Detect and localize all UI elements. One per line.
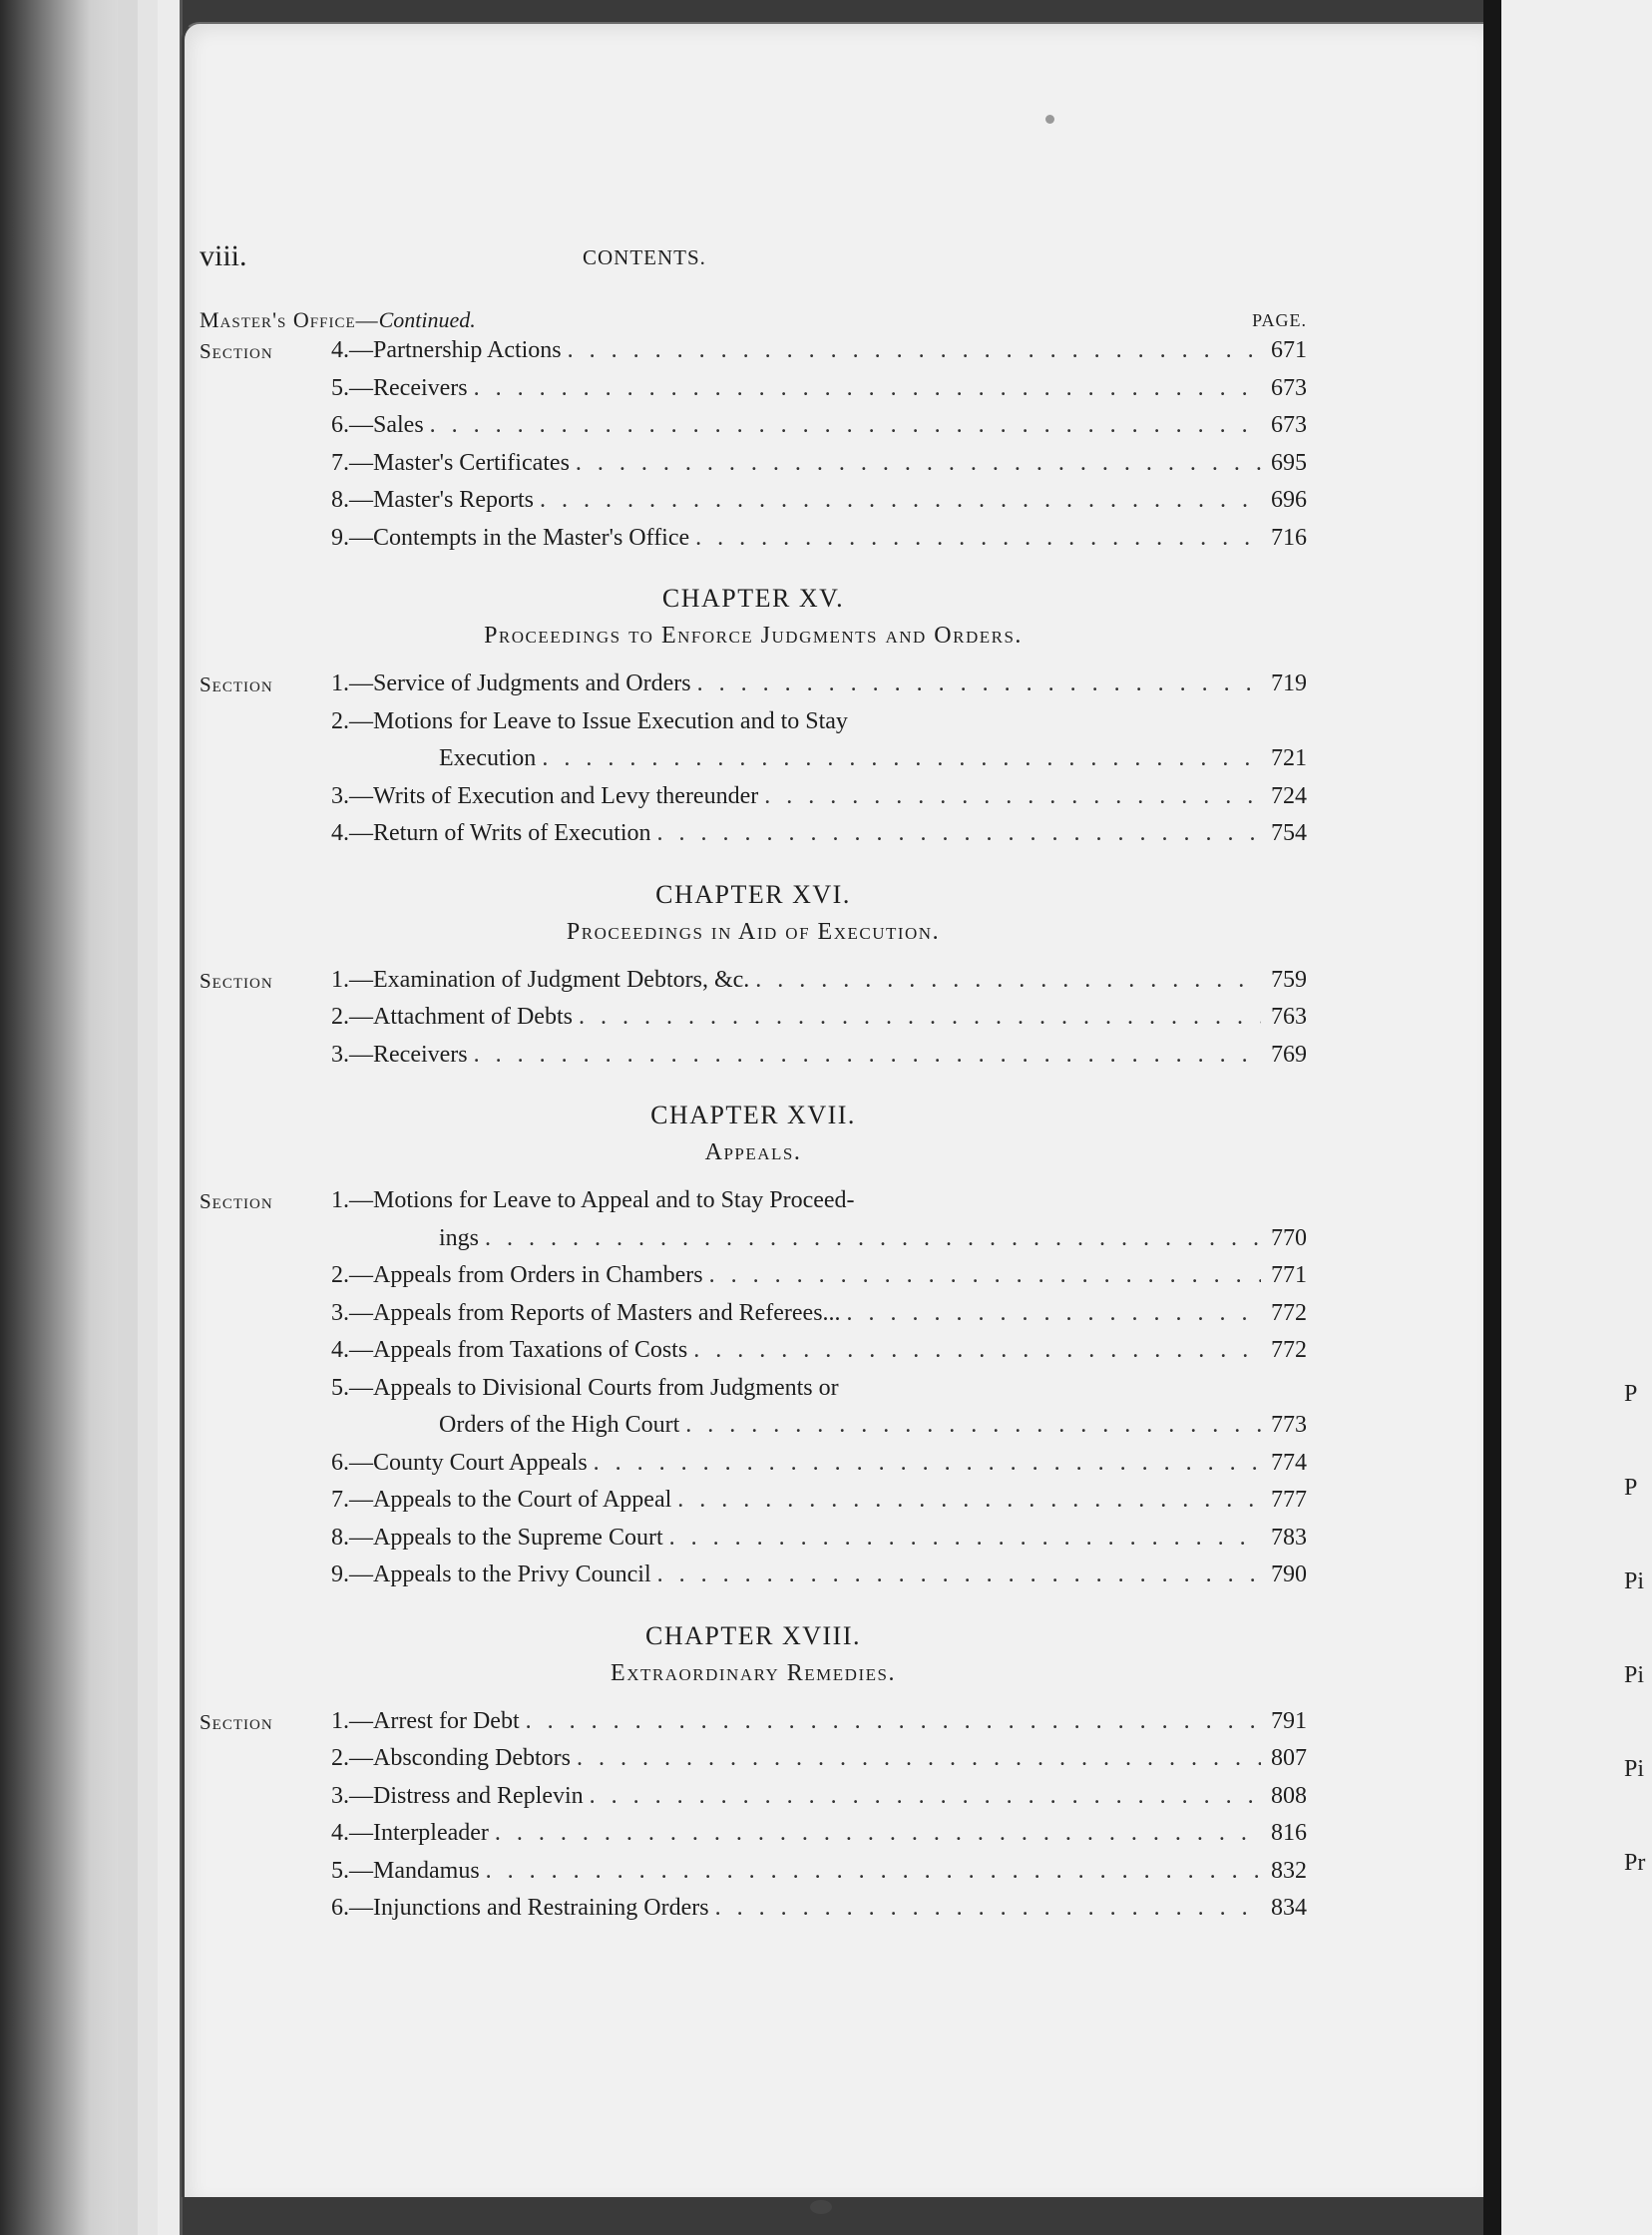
section-label: Section — [200, 1709, 273, 1734]
entry-title: Appeals to the Privy Council — [373, 1562, 651, 1587]
dot-leader — [749, 967, 1261, 994]
chapter-subtitle: Proceedings in Aid of Execution. — [566, 918, 941, 945]
entry-text — [331, 375, 1307, 402]
entry-title: Distress and Replevin — [373, 1782, 584, 1809]
entry-label — [331, 1375, 839, 1402]
chapter-subtitle: Extraordinary Remedies. — [611, 1659, 896, 1686]
entry-text — [331, 820, 1307, 847]
entry-page: 759 — [1271, 966, 1307, 993]
entry-text — [331, 412, 1307, 439]
entry-text — [331, 783, 1307, 810]
toc-entry — [200, 1525, 1307, 1563]
toc-entry — [200, 1745, 1307, 1783]
entry-page: 724 — [1271, 782, 1307, 809]
entry-page: 771 — [1271, 1262, 1307, 1288]
entry-label — [331, 670, 691, 697]
toc-entry — [200, 337, 1307, 375]
toc-entry — [200, 450, 1307, 488]
entry-label — [331, 450, 570, 477]
entry-label — [331, 1262, 703, 1289]
dot-leader — [584, 1783, 1261, 1810]
entry-title-continued: Execution — [439, 745, 537, 771]
chapter-title: CHAPTER XV. — [661, 584, 845, 613]
dot-leader — [480, 1858, 1261, 1885]
dot-leader — [651, 1562, 1261, 1588]
entry-title: Master's Certificates — [373, 449, 570, 476]
dot-leader — [663, 1525, 1261, 1552]
chapter-sections — [200, 670, 1307, 858]
entry-number: 9.— — [331, 1562, 373, 1587]
entry-page: 772 — [1271, 1337, 1307, 1363]
facing-page-letter: Pi — [1624, 1756, 1645, 1782]
entry-title: Interpleader — [373, 1820, 489, 1846]
facing-page-letter: Pi — [1624, 1662, 1645, 1688]
toc-entry — [200, 1337, 1307, 1375]
entry-text — [331, 670, 1307, 697]
toc-entry-continuation — [200, 1412, 1307, 1450]
entry-text — [331, 1525, 1307, 1552]
entry-title: Return of Writs of Execution — [373, 820, 651, 846]
entry-page: 783 — [1271, 1524, 1307, 1551]
dot-leader — [588, 1450, 1261, 1477]
entry-number: 6.— — [331, 1449, 373, 1476]
entry-title: Motions for Leave to Appeal and to Stay Proceed- — [373, 1187, 855, 1213]
entry-text — [331, 1783, 1307, 1810]
entry-title: Appeals to Divisional Courts from Judgments or — [373, 1374, 839, 1401]
dot-leader — [536, 745, 1261, 772]
running-header — [0, 239, 1652, 279]
entry-label — [331, 412, 424, 439]
entry-label — [331, 1450, 588, 1477]
entry-number: 2.— — [331, 1004, 373, 1030]
entry-title-continued: Orders of the High Court — [439, 1412, 680, 1438]
dot-leader — [679, 1412, 1261, 1439]
toc-entry-continuation — [200, 1225, 1307, 1263]
dot-leader — [758, 783, 1261, 810]
entry-number: 7.— — [331, 1487, 373, 1513]
paper-speck — [1045, 115, 1054, 124]
entry-page: 696 — [1271, 487, 1307, 513]
entry-text — [439, 1225, 1307, 1252]
entry-page: 832 — [1271, 1857, 1307, 1884]
entry-number: 4.— — [331, 820, 373, 846]
toc-entry — [200, 1300, 1307, 1338]
dot-leader — [651, 820, 1261, 847]
toc-entry — [200, 820, 1307, 858]
entry-page: 769 — [1271, 1041, 1307, 1068]
entry-page: 807 — [1271, 1745, 1307, 1771]
toc-entry — [200, 1895, 1307, 1933]
dot-leader — [468, 375, 1261, 402]
entry-page: 770 — [1271, 1224, 1307, 1251]
entry-number: 2.— — [331, 1745, 373, 1771]
entry-page: 808 — [1271, 1782, 1307, 1809]
dot-leader — [570, 450, 1261, 477]
page-edge — [158, 0, 183, 2235]
entry-text — [331, 1820, 1307, 1847]
dot-leader — [687, 1337, 1261, 1364]
dot-leader — [479, 1225, 1261, 1252]
entry-number: 4.— — [331, 337, 373, 363]
dot-leader — [691, 670, 1261, 697]
entry-label — [331, 1300, 841, 1327]
toc-entry — [200, 1858, 1307, 1896]
entry-text — [331, 487, 1307, 514]
entry-title: Injunctions and Restraining Orders — [373, 1895, 709, 1921]
entry-title: Partnership Actions — [373, 337, 562, 363]
chapter-sections — [200, 967, 1307, 1080]
entry-text — [331, 1375, 1307, 1402]
master-office-sections — [200, 337, 1307, 562]
entry-title: Examination of Judgment Debtors, &c. — [373, 966, 750, 993]
page-column-label: PAGE. — [1252, 310, 1307, 330]
chapter-sections — [200, 1187, 1307, 1599]
entry-number: 8.— — [331, 1524, 373, 1551]
entry-page: 763 — [1271, 1004, 1307, 1030]
entry-label — [331, 525, 689, 552]
section-label: Section — [200, 339, 273, 363]
facing-page — [1501, 0, 1652, 2235]
entry-title: Arrest for Debt — [373, 1707, 520, 1734]
entry-number: 1.— — [331, 1707, 373, 1734]
entry-number: 7.— — [331, 449, 373, 476]
facing-page-letter: Pr — [1624, 1850, 1646, 1876]
entry-title: Appeals from Reports of Masters and Referees... — [373, 1299, 841, 1326]
section-label: Section — [200, 672, 273, 696]
toc-entry — [200, 412, 1307, 450]
entry-page: 791 — [1271, 1707, 1307, 1734]
entry-number: 5.— — [331, 1857, 373, 1884]
entry-number: 9.— — [331, 524, 373, 551]
toc-entry — [200, 1187, 1307, 1225]
dot-leader — [841, 1300, 1261, 1327]
entry-label — [331, 1820, 489, 1847]
entry-text — [331, 1487, 1307, 1514]
table-of-contents — [200, 307, 1307, 1933]
dot-leader — [703, 1262, 1261, 1289]
entry-text — [331, 1042, 1307, 1069]
dot-leader — [571, 1745, 1261, 1772]
entry-number: 6.— — [331, 412, 373, 438]
toc-entry-continuation — [200, 745, 1307, 783]
entry-label — [331, 1487, 671, 1514]
entry-page: 673 — [1271, 412, 1307, 438]
toc-entry — [200, 1487, 1307, 1525]
entry-page: 716 — [1271, 524, 1307, 551]
entry-text — [331, 450, 1307, 477]
continued-header — [200, 307, 1307, 337]
section-label: Section — [200, 968, 273, 993]
running-title: CONTENTS. — [583, 245, 706, 269]
entry-text — [439, 1412, 1307, 1439]
entry-label — [331, 1562, 651, 1588]
entry-number: 3.— — [331, 1782, 373, 1809]
dot-leader — [562, 337, 1261, 364]
entry-title: Appeals to the Supreme Court — [373, 1524, 663, 1551]
entry-page: 754 — [1271, 820, 1307, 846]
toc-entry — [200, 967, 1307, 1005]
entry-number: 2.— — [331, 1262, 373, 1288]
entry-number: 3.— — [331, 1041, 373, 1068]
entry-text — [331, 967, 1307, 994]
entry-label — [331, 1783, 584, 1810]
entry-text — [439, 745, 1307, 772]
entry-page: 772 — [1271, 1299, 1307, 1326]
entry-label — [331, 1745, 571, 1772]
toc-entry — [200, 1820, 1307, 1858]
entry-label — [331, 783, 758, 810]
entry-title: Appeals from Orders in Chambers — [373, 1262, 703, 1288]
entry-title: Writs of Execution and Levy thereunder — [373, 782, 759, 809]
entry-text — [331, 1187, 1307, 1214]
entry-text — [331, 525, 1307, 552]
facing-page-letter: P — [1624, 1475, 1638, 1501]
entry-text — [331, 1004, 1307, 1031]
entry-text — [331, 1300, 1307, 1327]
entry-text — [331, 337, 1307, 364]
entry-title: Receivers — [373, 374, 468, 401]
entry-title: Attachment of Debts — [373, 1004, 573, 1030]
toc-entry — [200, 487, 1307, 525]
entry-title: Service of Judgments and Orders — [373, 670, 691, 696]
entry-label — [331, 1708, 520, 1735]
entry-page: 834 — [1271, 1895, 1307, 1921]
entry-title: County Court Appeals — [373, 1449, 588, 1476]
entry-text — [331, 1708, 1307, 1735]
toc-entry — [200, 525, 1307, 563]
entry-page: 695 — [1271, 449, 1307, 476]
entry-title: Master's Reports — [373, 487, 534, 513]
toc-entry — [200, 1708, 1307, 1746]
entry-title: Receivers — [373, 1041, 468, 1068]
entry-text — [331, 1562, 1307, 1588]
dot-leader — [520, 1708, 1261, 1735]
entry-text — [331, 1262, 1307, 1289]
entry-text — [331, 1337, 1307, 1364]
ink-blot — [810, 2200, 832, 2214]
dot-leader — [573, 1004, 1261, 1031]
facing-page-letter: P — [1624, 1381, 1638, 1407]
toc-entry — [200, 783, 1307, 821]
continued-italic: Continued. — [378, 307, 476, 332]
entry-title: Sales — [373, 412, 424, 438]
entry-page: 790 — [1271, 1562, 1307, 1587]
entry-text — [331, 1858, 1307, 1885]
entry-number: 3.— — [331, 1299, 373, 1326]
entry-label — [331, 1525, 663, 1552]
toc-entry — [200, 375, 1307, 413]
entry-label — [331, 1187, 855, 1214]
toc-entry — [200, 1262, 1307, 1300]
entry-label — [331, 487, 534, 514]
entry-page: 721 — [1271, 745, 1307, 771]
continued-prefix: Master's Office— — [200, 307, 379, 332]
entry-label — [331, 1337, 687, 1364]
entry-label — [331, 1858, 480, 1885]
entry-title: Mandamus — [373, 1857, 480, 1884]
book-gutter — [1483, 0, 1501, 2235]
entry-page: 773 — [1271, 1412, 1307, 1438]
entry-number: 4.— — [331, 1820, 373, 1846]
toc-entry — [200, 1375, 1307, 1413]
entry-label — [331, 1042, 468, 1069]
entry-label — [331, 1895, 709, 1922]
entry-text — [331, 1450, 1307, 1477]
entry-label — [331, 967, 749, 994]
chapter-subtitle: Appeals. — [704, 1139, 802, 1165]
chapter-sections — [200, 1708, 1307, 1933]
chapter-title: CHAPTER XVI. — [655, 879, 851, 909]
toc-entry — [200, 1562, 1307, 1599]
entry-title: Motions for Leave to Issue Execution and to Stay — [373, 707, 848, 734]
facing-page-letter: Pi — [1624, 1568, 1645, 1594]
chapter-subtitle: Proceedings to Enforce Judgments and Orders. — [484, 623, 1023, 649]
entry-label — [331, 375, 468, 402]
toc-entry — [200, 1004, 1307, 1042]
entry-title-continued: ings — [439, 1224, 480, 1251]
chapter-title: CHAPTER XVII. — [650, 1101, 856, 1129]
chapter-title: CHAPTER XVIII. — [645, 1620, 861, 1650]
entry-label — [331, 820, 651, 847]
entry-number: 3.— — [331, 782, 373, 809]
entry-number: 1.— — [331, 1187, 373, 1213]
entry-number: 6.— — [331, 1895, 373, 1921]
entry-text — [331, 1745, 1307, 1772]
section-label: Section — [200, 1189, 273, 1213]
dot-leader — [468, 1042, 1261, 1069]
entry-text — [331, 1895, 1307, 1922]
entry-number: 4.— — [331, 1337, 373, 1363]
entry-title: Appeals from Taxations of Costs — [373, 1337, 688, 1363]
toc-entry — [200, 708, 1307, 746]
toc-entry — [200, 1783, 1307, 1821]
entry-title: Contempts in the Master's Office — [373, 524, 690, 551]
entry-page: 673 — [1271, 374, 1307, 401]
entry-title: Absconding Debtors — [373, 1745, 571, 1771]
entry-page: 816 — [1271, 1820, 1307, 1846]
entry-number: 2.— — [331, 707, 373, 734]
page-folio: viii. — [200, 239, 247, 272]
toc-entry — [200, 1450, 1307, 1488]
entry-label — [331, 337, 562, 364]
entry-page: 777 — [1271, 1487, 1307, 1513]
entry-number: 1.— — [331, 966, 373, 993]
entry-number: 1.— — [331, 670, 373, 696]
toc-entry — [200, 1042, 1307, 1080]
entry-page: 671 — [1271, 337, 1307, 363]
entry-text — [331, 708, 1307, 735]
toc-entry — [200, 670, 1307, 708]
entry-number: 5.— — [331, 1374, 373, 1401]
dot-leader — [534, 487, 1261, 514]
entry-page: 774 — [1271, 1449, 1307, 1476]
entry-number: 8.— — [331, 487, 373, 513]
entry-number: 5.— — [331, 374, 373, 401]
entry-label — [331, 1004, 573, 1031]
dot-leader — [709, 1895, 1261, 1922]
entry-title: Appeals to the Court of Appeal — [373, 1487, 672, 1513]
dot-leader — [489, 1820, 1261, 1847]
chapters — [200, 579, 1307, 1933]
entry-label — [331, 708, 848, 735]
dot-leader — [689, 525, 1261, 552]
entry-page: 719 — [1271, 670, 1307, 696]
dot-leader — [671, 1487, 1261, 1514]
dot-leader — [424, 412, 1261, 439]
